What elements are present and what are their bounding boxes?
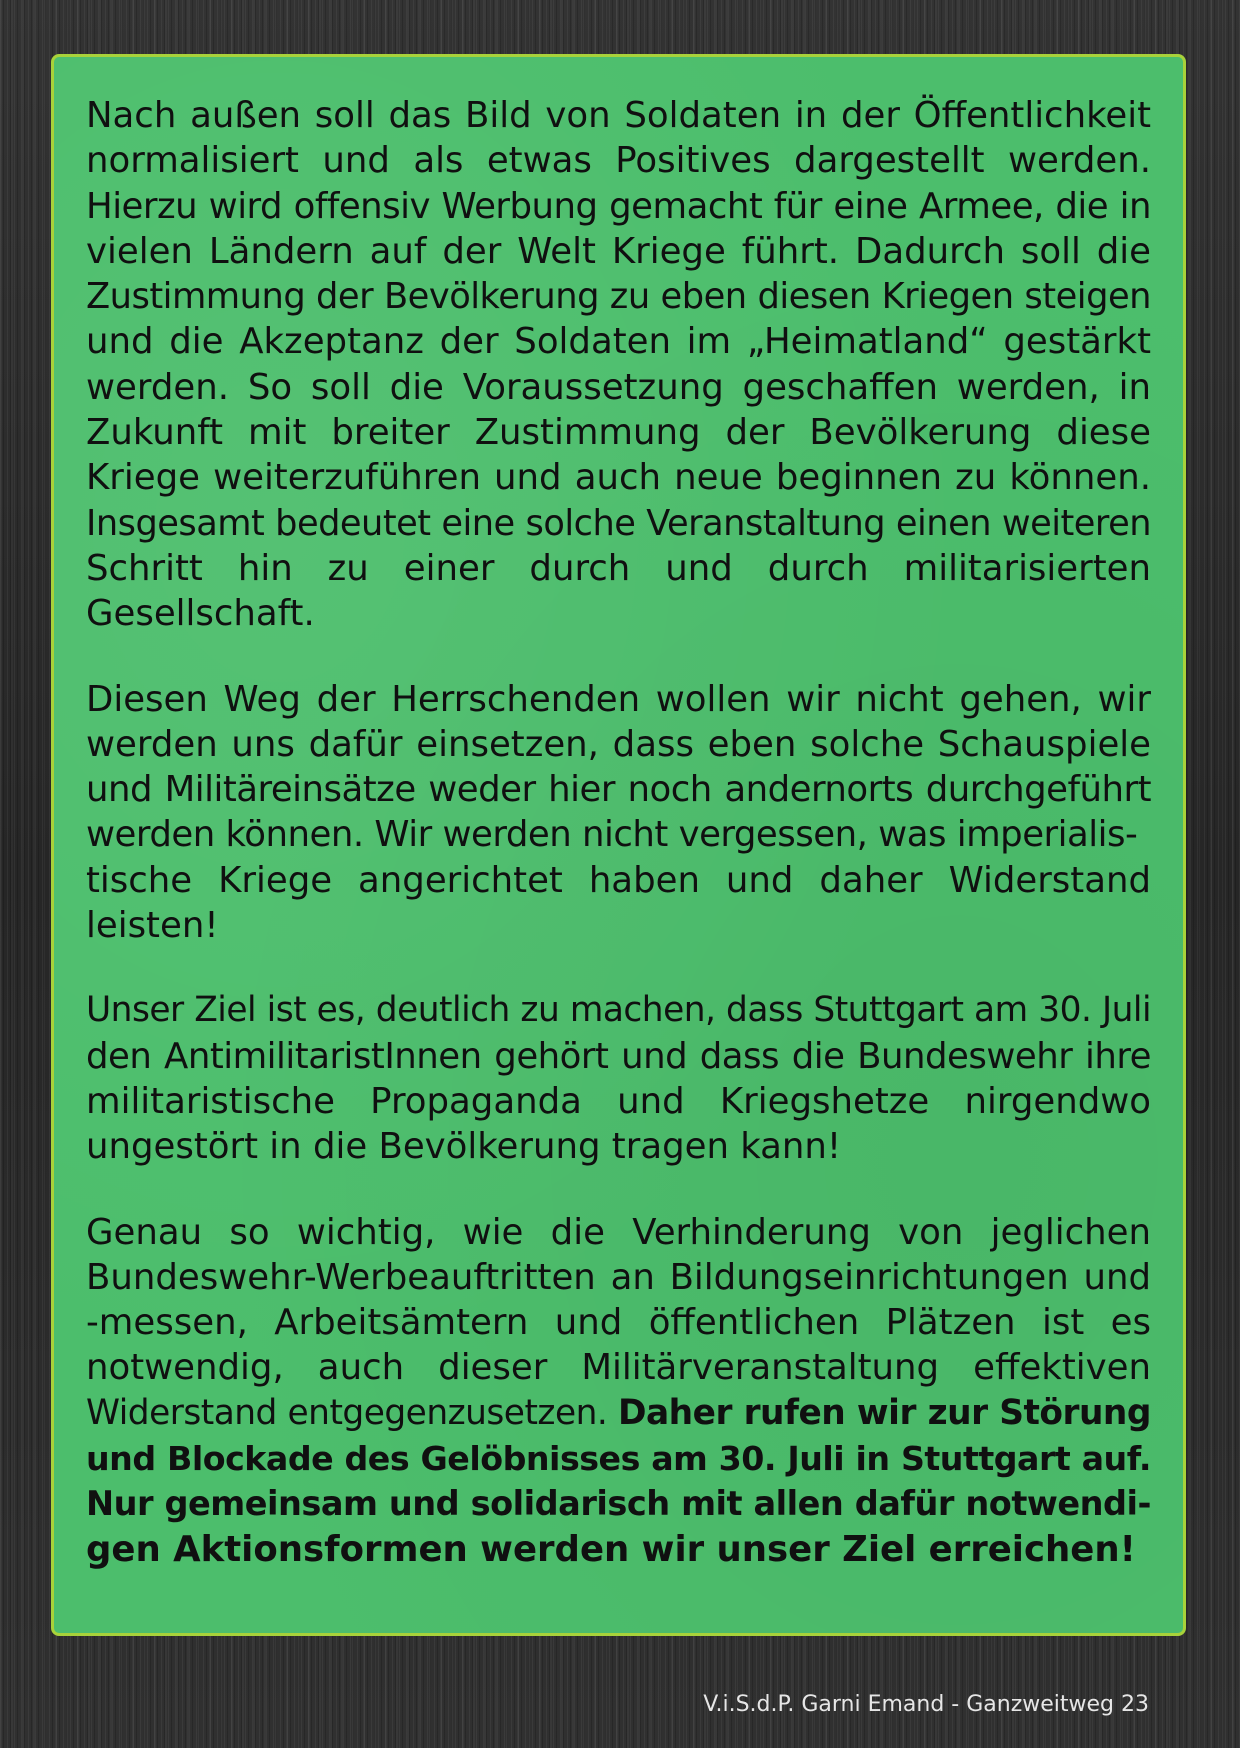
text-line: und die Akzeptanz der Soldaten im „Heimatland“ gestärkt <box>86 321 1151 363</box>
text-panel <box>51 54 1186 1636</box>
paragraph-1 <box>86 93 1151 637</box>
text-line: Schritt hin zu einer durch und durch militarisierten <box>86 547 1151 589</box>
text-line: leisten! <box>86 905 219 947</box>
text-line: ungestört in die Bevölkerung tragen kann! <box>86 1126 842 1168</box>
call-to-action-line: und Blockade des Gelöbnisses am 30. Juli in Stuttgart auf. <box>86 1439 1151 1479</box>
text-line: -messen, Arbeitsämtern und öffentlichen Plätzen ist es <box>86 1302 1151 1344</box>
imprint-footer: V.i.S.d.P. Garni Emand - Ganzweitweg 23 <box>703 1692 1149 1717</box>
text-line: Bundeswehr-Werbeauftritten an Bildungseinrichtungen und <box>86 1256 1151 1298</box>
text-line: Kriege weiterzuführen und auch neue beginnen zu können. <box>86 457 1151 499</box>
text-line: Zukunft mit breiter Zustimmung der Bevölkerung diese <box>86 412 1151 454</box>
text-line: werden uns dafür einsetzen, dass eben solche Schauspiele <box>86 723 1151 765</box>
text-line: Zustimmung der Bevölkerung zu eben diesen Kriegen steigen <box>86 276 1151 318</box>
call-to-action-line: gen Aktionsformen werden wir unser Ziel erreichen! <box>86 1528 1136 1570</box>
paragraph-4 <box>86 1210 1151 1572</box>
text-line: den AntimilitaristInnen gehört und dass die Bundeswehr ihre <box>86 1035 1151 1077</box>
text-line: Genau so wichtig, wie die Verhinderung von jeglichen <box>86 1211 1151 1253</box>
text-line: Diesen Weg der Herrschenden wollen wir nicht gehen, wir <box>86 678 1151 720</box>
text-line: Insgesamt bedeutet eine solche Veranstaltung einen weiteren <box>86 502 1151 544</box>
text-line: Nach außen soll das Bild von Soldaten in der Öffentlichkeit <box>86 95 1151 136</box>
paragraph-3 <box>86 988 1151 1169</box>
text-line: vielen Ländern auf der Welt Kriege führt. Dadurch soll die <box>86 230 1151 272</box>
call-to-action-line: Nur gemeinsam und solidarisch mit allen dafür notwendi- <box>86 1484 1151 1524</box>
text-line: Unser Ziel ist es, deutlich zu machen, dass Stuttgart am 30. Juli <box>86 990 1151 1031</box>
text-line: Hierzu wird offensiv Werbung gemacht für eine Armee, die in <box>86 185 1151 227</box>
text-line: notwendig, auch dieser Militärveranstaltung effektiven <box>86 1347 1151 1389</box>
paragraph-2 <box>86 677 1151 949</box>
text-line: und Militäreinsätze weder hier noch andernorts durchgeführt <box>86 769 1151 811</box>
mixed-text-line <box>86 1391 1151 1436</box>
text-line: werden. So soll die Voraussetzung geschaffen werden, in <box>86 366 1151 408</box>
text-line: werden können. Wir werden nicht vergessen, was imperialis- <box>86 814 1138 856</box>
text-line: Gesellschaft. <box>86 593 315 635</box>
text-line: militaristische Propaganda und Kriegshetze nirgendwo <box>86 1080 1151 1122</box>
call-to-action-segment: Daher rufen wir zur Störung <box>617 1392 1151 1433</box>
text-segment: Widerstand entgegenzusetzen. <box>86 1392 618 1433</box>
text-line: tische Kriege angerichtet haben und daher Widerstand <box>86 859 1151 901</box>
text-line: normalisiert und als etwas Positives dargestellt werden. <box>86 140 1151 182</box>
